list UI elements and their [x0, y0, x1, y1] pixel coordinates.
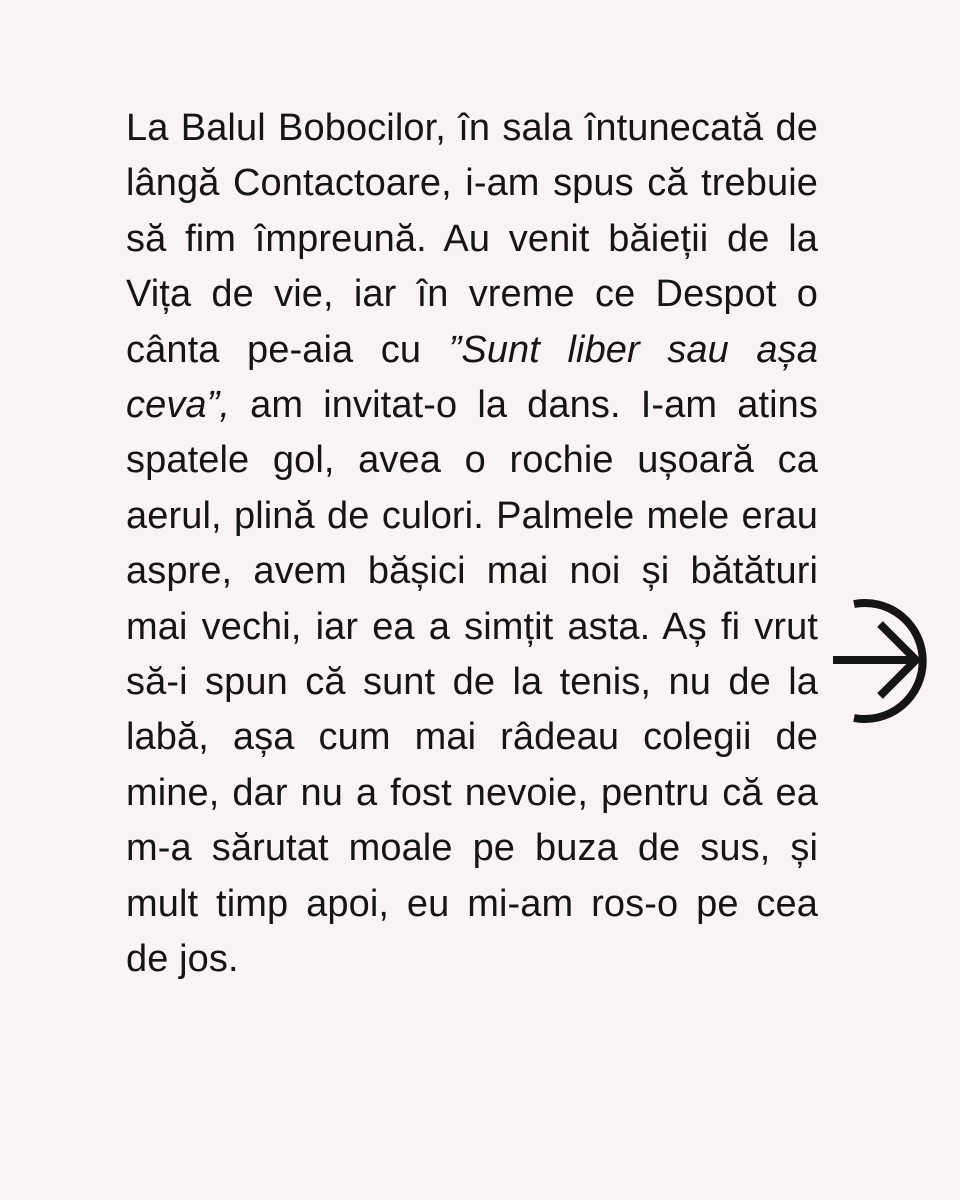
story-text-start: La Balul Bobocilor, în sala întunecată de lângă Contactoare, i-am spus că trebuie să fim împreună. Au venit băieții de la Vița de vie, iar în vreme ce Despot o cânta pe-aia cu: [126, 107, 818, 371]
story-paragraph: [126, 101, 818, 988]
next-slide-button[interactable]: [830, 586, 960, 736]
arrow-right-circle-icon: [830, 586, 960, 736]
song-title: ”Sunt liber sau așa ceva”,: [126, 328, 818, 427]
story-text-end: am invitat-o la dans. I-am atins spatele gol, avea o rochie ușoară ca aerul, plină de culori. Palmele mele erau aspre, avem bășici mai noi și bătături mai vechi, iar ea a simțit asta. Aș fi vrut să-i spun că sunt de la tenis, nu de la labă, așa cum mai râdeau colegii de mine, dar nu a fost nevoie, pentru că ea m-a sărutat moale pe buza de sus, și mult timp apoi, eu mi-am ros-o pe cea de jos.: [126, 384, 818, 981]
